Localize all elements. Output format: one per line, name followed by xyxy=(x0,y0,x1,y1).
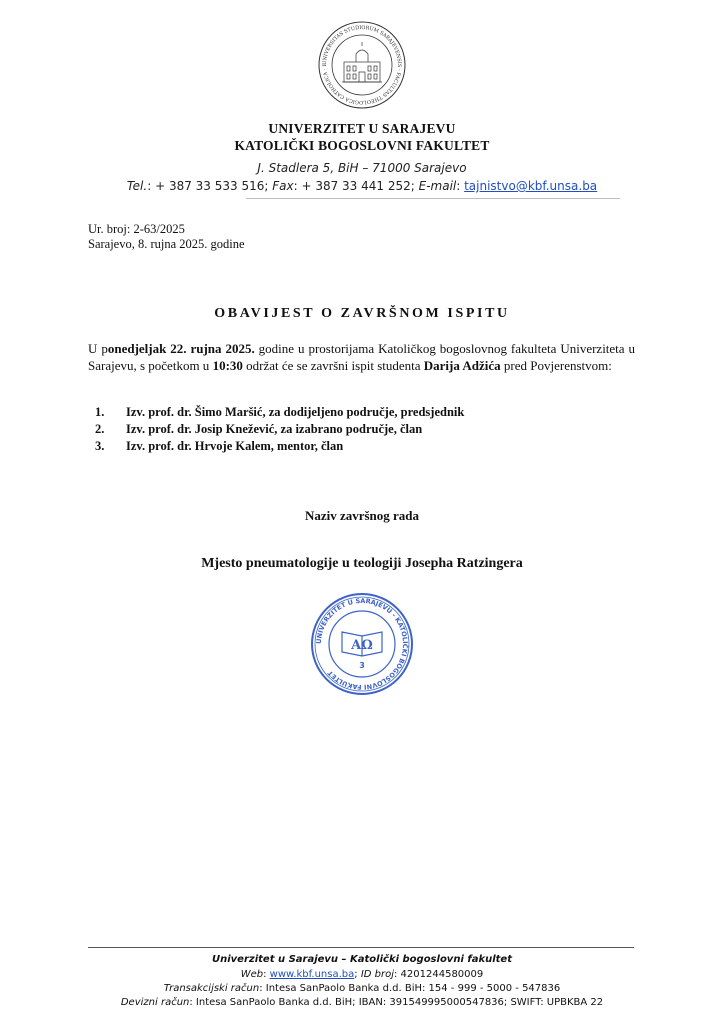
fax-label: Fax xyxy=(272,179,294,193)
university-name: UNIVERZITET U SARAJEVU xyxy=(268,121,456,136)
faculty-address: J. Stadlera 5, BiH – 71000 Sarajevo xyxy=(257,161,467,175)
contact-line xyxy=(0,179,724,193)
committee-member xyxy=(95,421,546,438)
web-link[interactable]: www.kbf.unsa.ba xyxy=(269,969,355,980)
notice-title: OBAVIJEST O ZAVRŠNOM ISPITU xyxy=(214,306,510,321)
footer-web-id xyxy=(0,969,724,980)
committee-member xyxy=(95,404,546,421)
footer-divider xyxy=(88,947,634,948)
stamp-number: 3 xyxy=(359,661,365,670)
committee-member xyxy=(95,438,546,455)
exam-date: onedjeljak 22. rujna 2025. xyxy=(107,341,255,356)
committee-list xyxy=(95,404,546,455)
member-number: 1. xyxy=(95,405,105,419)
id-label: ID broj xyxy=(360,969,394,980)
seal-ring-text: UNIVERSITAS STUDIORUM SARAJEVENSIS · FACULTAS THEOLOGICA CATHOLICA · 1 xyxy=(321,24,403,106)
faculty-seal-logo xyxy=(318,20,406,110)
header-divider xyxy=(246,198,620,199)
para-text: U p xyxy=(88,341,108,356)
para-text: pred Povjerenstvom: xyxy=(500,358,612,373)
trans-value: : Intesa SanPaolo Banka d.d. BiH: 154 - 999 - 5000 - 547836 xyxy=(259,983,561,994)
member-number: 3. xyxy=(95,439,105,453)
fax-value: : + 387 33 441 252; xyxy=(293,179,419,193)
dev-value: : Intesa SanPaolo Banka d.d. BiH; IBAN: 391549995000547836; SWIFT: UPBKBA 22 xyxy=(189,997,604,1008)
dev-label: Devizni račun xyxy=(120,997,190,1008)
email-link[interactable]: tajnistvo@kbf.unsa.ba xyxy=(464,179,598,193)
email-label: E-mail xyxy=(418,179,457,193)
member-text: Izv. prof. dr. Josip Knežević, za izabrano područje, član xyxy=(126,422,423,436)
footer-foreign-account xyxy=(0,997,724,1008)
tel-value: : + 387 33 533 516; xyxy=(147,179,273,193)
member-text: Izv. prof. dr. Hrvoje Kalem, mentor, član xyxy=(126,439,344,453)
faculty-name: KATOLIČKI BOGOSLOVNI FAKULTET xyxy=(234,138,490,153)
official-stamp xyxy=(310,592,414,696)
place-date: Sarajevo, 8. rujna 2025. godine xyxy=(88,237,245,251)
footer-institution: Univerzitet u Sarajevu – Katolički bogoslovni fakultet xyxy=(212,954,512,965)
building-icon xyxy=(342,42,382,82)
svg-text:UNIVERSITAS STUDIORUM SARAJEVE xyxy=(318,20,402,105)
footer-transaction-account xyxy=(0,983,724,994)
member-number: 2. xyxy=(95,422,105,436)
stamp-ring-text: UNIVERZITET U SARAJEVU - KATOLIČKI BOGOSLOVNI FAKULTET xyxy=(314,596,410,692)
exam-time: 10:30 xyxy=(212,358,243,373)
tel-label: Tel. xyxy=(126,179,148,193)
trans-label: Transakcijski račun xyxy=(163,983,260,994)
alpha-omega-symbol: AΩ xyxy=(351,638,373,653)
email-separator: : xyxy=(456,179,465,193)
thesis-label: Naziv završnog rada xyxy=(304,508,420,523)
notice-paragraph xyxy=(88,340,635,374)
web-label: Web xyxy=(240,969,264,980)
id-value: : 4201244580009 xyxy=(394,969,484,980)
para-text: održat će se završni ispit studenta xyxy=(242,358,424,373)
student-name: Darija Adžića xyxy=(423,358,501,373)
reference-number: Ur. broj: 2-63/2025 xyxy=(88,222,185,236)
thesis-title: Mjesto pneumatologije u teologiji Josepha Ratzingera xyxy=(201,556,523,571)
web-separator: : xyxy=(263,969,270,980)
member-text: Izv. prof. dr. Šimo Maršić, za dodijeljeno područje, predsjednik xyxy=(126,405,465,419)
para-text: godine u prostorijama Katoličkog bogoslovnog fakulteta Univerziteta u Sarajevu, s početkom u xyxy=(88,341,636,373)
id-separator: ; xyxy=(354,969,361,980)
